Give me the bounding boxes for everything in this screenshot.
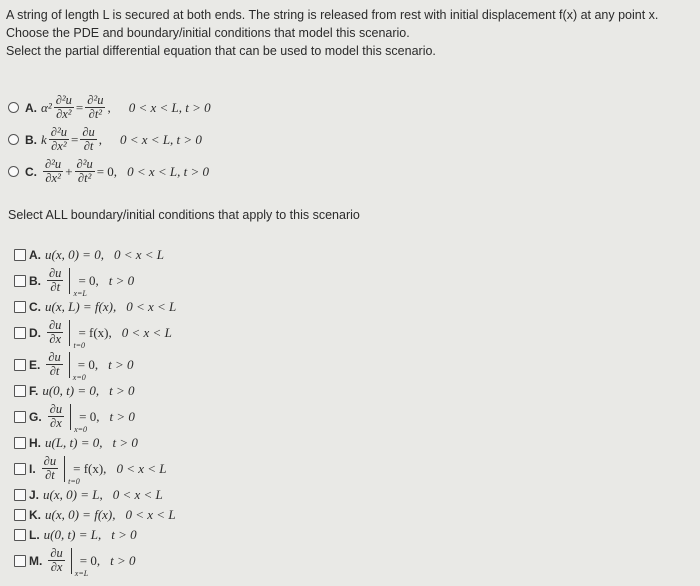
radio-button[interactable] [8, 134, 19, 145]
denominator: ∂x² [56, 107, 72, 121]
numerator: ∂u [43, 454, 57, 468]
checkbox[interactable] [14, 509, 26, 521]
option-letter: C. [25, 164, 37, 179]
operator: = [70, 131, 79, 147]
condition-rhs: = f(x), [73, 460, 107, 476]
denominator: ∂x [49, 332, 62, 346]
pde-prefix: k [41, 131, 47, 147]
numerator: ∂²u [50, 125, 67, 139]
fraction [47, 319, 63, 346]
option-letter: L. [29, 528, 40, 542]
condition-l[interactable] [14, 527, 137, 543]
option-letter: J. [29, 488, 40, 502]
condition-domain: t > 0 [112, 435, 138, 450]
pde-prefix: α² [41, 99, 52, 115]
evaluation-subscript: x=0 [72, 372, 86, 382]
operator: + [65, 163, 73, 179]
evaluation-bar [69, 352, 86, 382]
pde-option-a[interactable] [8, 94, 211, 121]
denominator: ∂t² [88, 107, 103, 121]
option-letter: I. [29, 461, 36, 476]
fraction [42, 455, 58, 482]
denominator: ∂t [49, 364, 60, 378]
condition-domain: t > 0 [108, 272, 135, 288]
denominator: ∂x² [51, 139, 67, 153]
denominator: ∂t [50, 280, 61, 294]
radio-button[interactable] [8, 166, 19, 177]
intro-line-1: A string of length L is secured at both ends. The string is released from rest with initial displacement f(x) at any point x. [6, 8, 659, 22]
numerator: ∂u [49, 402, 63, 416]
domain: 0 < x < L, t > 0 [128, 99, 211, 115]
option-letter: C. [29, 300, 41, 314]
condition-a[interactable] [14, 247, 164, 263]
option-letter: A. [29, 248, 41, 262]
evaluation-subscript: t=0 [73, 340, 86, 350]
numerator: ∂u [82, 125, 95, 139]
checkbox[interactable] [14, 489, 26, 501]
option-letter: D. [29, 325, 41, 340]
option-letter: G. [29, 409, 42, 424]
intro-line-2: Choose the PDE and boundary/initial conditions that model this scenario. [6, 26, 410, 40]
condition-rhs: = f(x), [78, 324, 112, 340]
evaluation-bar [69, 268, 87, 298]
checkbox[interactable] [14, 411, 26, 423]
option-letter: M. [29, 553, 43, 568]
condition-domain: t > 0 [111, 527, 137, 542]
condition-expr: u(x, 0) = f(x), [45, 507, 116, 522]
numerator: ∂u [49, 318, 62, 332]
denominator: ∂t² [77, 171, 92, 185]
condition-domain: t > 0 [110, 552, 136, 568]
fraction [75, 158, 95, 185]
condition-expr: u(x, 0) = 0, [45, 247, 104, 262]
condition-domain: 0 < x < L [126, 299, 177, 314]
punctuation: = 0, [96, 163, 118, 179]
question-2-prompt: Select ALL boundary/initial conditions that apply to this scenario [8, 208, 360, 222]
checkbox[interactable] [14, 437, 26, 449]
condition-domain: t > 0 [109, 383, 135, 398]
evaluation-subscript: x=0 [74, 424, 88, 434]
evaluation-bar [70, 404, 88, 434]
punctuation: , [98, 131, 102, 147]
numerator: ∂u [50, 546, 63, 560]
denominator: ∂x² [45, 171, 61, 185]
option-letter: A. [25, 100, 37, 115]
option-letter: H. [29, 436, 41, 450]
evaluation-bar [69, 320, 86, 350]
condition-expr: u(0, t) = 0, [42, 383, 100, 398]
numerator: ∂²u [45, 157, 62, 171]
checkbox[interactable] [14, 275, 26, 287]
radio-button[interactable] [8, 102, 19, 113]
fraction [85, 94, 105, 121]
operator: = [75, 99, 84, 115]
condition-f[interactable] [14, 383, 135, 399]
fraction [54, 94, 74, 121]
condition-k[interactable] [14, 507, 176, 523]
condition-g[interactable] [14, 402, 135, 434]
domain: 0 < x < L, t > 0 [120, 131, 202, 147]
option-letter: K. [29, 508, 41, 522]
condition-expr: u(0, t) = L, [43, 527, 102, 542]
checkbox[interactable] [14, 359, 26, 371]
condition-d[interactable] [14, 318, 172, 350]
numerator: ∂u [48, 350, 61, 364]
fraction [80, 126, 96, 153]
option-letter: B. [29, 273, 41, 288]
condition-h[interactable] [14, 435, 138, 451]
condition-c[interactable] [14, 299, 176, 315]
fraction [43, 158, 63, 185]
checkbox[interactable] [14, 249, 26, 261]
punctuation: , [107, 99, 111, 115]
condition-expr: u(x, 0) = L, [43, 487, 103, 502]
evaluation-bar [71, 548, 89, 578]
numerator: ∂u [49, 266, 62, 280]
condition-domain: 0 < x < L [125, 507, 176, 522]
numerator: ∂²u [55, 93, 72, 107]
intro-line-3: Select the partial differential equation that can be used to model this scenario. [6, 44, 436, 58]
denominator: ∂x [50, 416, 62, 430]
condition-rhs: = 0, [78, 272, 99, 288]
condition-j[interactable] [14, 487, 163, 503]
condition-e[interactable] [14, 350, 134, 382]
checkbox[interactable] [14, 555, 26, 567]
checkbox[interactable] [14, 463, 26, 475]
condition-domain: 0 < x < L [116, 460, 167, 476]
condition-rhs: = 0, [77, 356, 99, 372]
checkbox[interactable] [14, 301, 26, 313]
condition-rhs: = 0, [79, 408, 100, 424]
checkbox[interactable] [14, 529, 26, 541]
checkbox[interactable] [14, 385, 26, 397]
condition-domain: t > 0 [109, 408, 135, 424]
option-letter: E. [29, 357, 41, 372]
condition-domain: 0 < x < L [121, 324, 172, 340]
condition-domain: 0 < x < L [112, 487, 163, 502]
fraction [47, 267, 63, 294]
domain: 0 < x < L, t > 0 [127, 163, 209, 179]
pde-option-c[interactable] [8, 158, 209, 185]
numerator: ∂²u [87, 93, 104, 107]
evaluation-subscript: x=L [73, 288, 87, 298]
option-letter: B. [25, 132, 37, 147]
numerator: ∂²u [76, 157, 93, 171]
pde-option-b[interactable] [8, 126, 202, 153]
fraction [48, 403, 64, 430]
condition-i[interactable] [14, 454, 167, 486]
checkbox[interactable] [14, 327, 26, 339]
condition-domain: 0 < x < L [113, 247, 164, 262]
fraction [48, 547, 64, 574]
fraction [49, 126, 69, 153]
evaluation-subscript: t=0 [68, 476, 80, 486]
condition-domain: t > 0 [108, 356, 134, 372]
denominator: ∂x [50, 560, 63, 574]
question-intro [6, 6, 658, 60]
condition-b[interactable] [14, 266, 135, 298]
condition-expr: u(L, t) = 0, [45, 435, 103, 450]
option-letter: F. [29, 384, 39, 398]
evaluation-subscript: x=L [74, 568, 89, 578]
fraction [46, 351, 62, 378]
condition-expr: u(x, L) = f(x), [45, 299, 117, 314]
denominator: ∂t [45, 468, 55, 482]
denominator: ∂t [83, 139, 94, 153]
condition-rhs: = 0, [79, 552, 101, 568]
evaluation-bar [64, 456, 80, 486]
condition-m[interactable] [14, 546, 136, 578]
